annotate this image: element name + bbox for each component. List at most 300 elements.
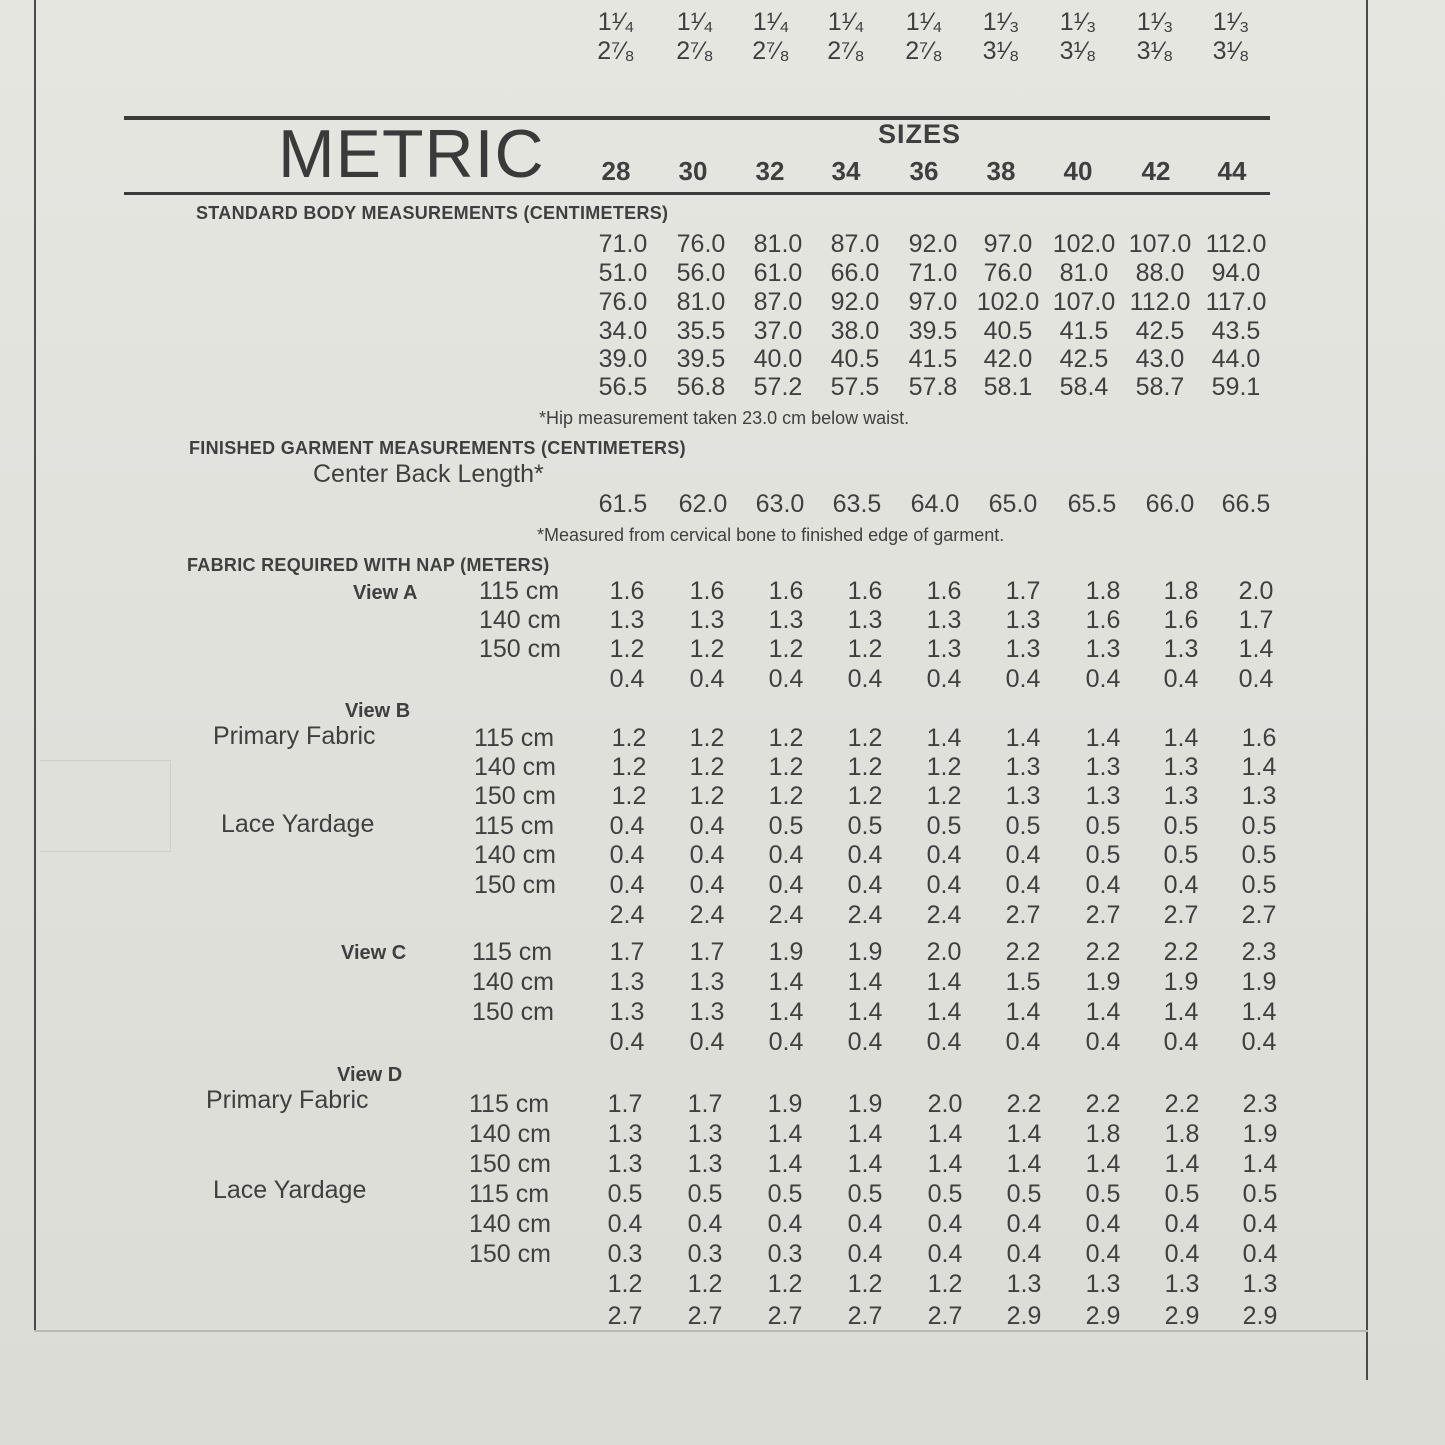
table-cell: 1.6 <box>609 577 645 605</box>
table-cell: 1.2 <box>847 782 883 810</box>
view-d-title: View D <box>337 1064 403 1086</box>
table-cell: 1.4 <box>1006 1120 1042 1148</box>
table-cell: 0.5 <box>1085 812 1121 840</box>
table-cell: 0.4 <box>847 1028 883 1056</box>
table-cell: 1.7 <box>1005 577 1041 605</box>
table-cell: 2.7 <box>1085 901 1121 929</box>
size-header: 40 <box>1063 156 1093 186</box>
table-cell: 0.4 <box>768 1028 804 1056</box>
table-cell: 2.7 <box>687 1302 723 1330</box>
table-cell: 42.5 <box>1059 345 1109 373</box>
table-cell: 1.4 <box>1164 1150 1200 1178</box>
table-cell: 0.4 <box>768 665 804 693</box>
frame-left-border <box>34 0 36 1330</box>
row-label: 140 cm <box>479 606 561 634</box>
table-cell: 0.4 <box>1163 871 1199 899</box>
table-cell: 76.0 <box>598 288 648 316</box>
table-cell: 1¹⁄₃ <box>1212 8 1250 36</box>
table-cell: 39.5 <box>676 345 726 373</box>
table-cell: 0.5 <box>1163 812 1199 840</box>
table-cell: 2⁷⁄₈ <box>752 37 790 65</box>
table-cell: 0.4 <box>1085 665 1121 693</box>
table-cell: 1.8 <box>1163 577 1199 605</box>
table-cell: 1.4 <box>1085 1150 1121 1178</box>
table-cell: 0.4 <box>1006 1240 1042 1268</box>
table-cell: 41.5 <box>1059 317 1109 345</box>
table-cell: 1.3 <box>1241 782 1277 810</box>
row-label: 150 cm <box>479 635 561 663</box>
table-cell: 1.6 <box>847 577 883 605</box>
table-cell: 2.3 <box>1241 938 1277 966</box>
table-cell: 0.4 <box>689 665 725 693</box>
table-cell: 71.0 <box>908 259 958 287</box>
table-cell: 1.3 <box>926 606 962 634</box>
table-cell: 2.7 <box>1005 901 1041 929</box>
table-cell: 97.0 <box>908 288 958 316</box>
lace-yardage-label: Lace Yardage <box>221 810 375 838</box>
table-cell: 0.5 <box>607 1180 643 1208</box>
table-cell: 1.7 <box>687 1090 723 1118</box>
frame-right-border <box>1366 0 1368 1380</box>
table-cell: 2.0 <box>927 1090 963 1118</box>
size-header: 30 <box>678 156 708 186</box>
table-cell: 1.2 <box>847 724 883 752</box>
table-cell: 0.5 <box>1241 812 1277 840</box>
table-cell: 1.3 <box>1085 782 1121 810</box>
table-cell: 1.3 <box>607 1150 643 1178</box>
table-cell: 92.0 <box>908 230 958 258</box>
table-cell: 1.6 <box>768 577 804 605</box>
table-cell: 1¹⁄₄ <box>597 8 635 36</box>
table-cell: 0.5 <box>1163 841 1199 869</box>
table-cell: 1.2 <box>926 782 962 810</box>
table-cell: 63.0 <box>755 490 805 518</box>
table-cell: 112.0 <box>1205 230 1267 258</box>
table-cell: 2.4 <box>689 901 725 929</box>
table-cell: 1.2 <box>689 753 725 781</box>
size-header: 36 <box>909 156 939 186</box>
table-cell: 87.0 <box>830 230 880 258</box>
table-cell: 40.0 <box>753 345 803 373</box>
row-label: 150 cm <box>469 1150 551 1178</box>
table-cell: 1.2 <box>689 782 725 810</box>
table-cell: 0.4 <box>768 871 804 899</box>
table-cell: 1.4 <box>1163 724 1199 752</box>
table-cell: 0.5 <box>687 1180 723 1208</box>
table-cell: 40.5 <box>983 317 1033 345</box>
table-cell: 1.8 <box>1085 1120 1121 1148</box>
table-cell: 57.8 <box>908 373 958 401</box>
table-cell: 0.5 <box>1241 871 1277 899</box>
table-cell: 0.5 <box>767 1180 803 1208</box>
table-cell: 2.4 <box>926 901 962 929</box>
table-cell: 1.3 <box>1242 1270 1278 1298</box>
table-cell: 58.4 <box>1059 373 1109 401</box>
table-cell: 1.3 <box>1085 1270 1121 1298</box>
table-cell: 2.7 <box>847 1302 883 1330</box>
table-cell: 1.3 <box>1005 753 1041 781</box>
table-cell: 40.5 <box>830 345 880 373</box>
table-cell: 0.4 <box>689 841 725 869</box>
section-heading-fabric: FABRIC REQUIRED WITH NAP (METERS) <box>187 555 550 575</box>
table-cell: 1.4 <box>1238 635 1274 663</box>
table-cell: 1.7 <box>1238 606 1274 634</box>
table-cell: 2.9 <box>1242 1302 1278 1330</box>
table-cell: 0.4 <box>1005 841 1041 869</box>
table-cell: 0.4 <box>847 665 883 693</box>
table-cell: 0.4 <box>926 665 962 693</box>
footnote-hip: *Hip measurement taken 23.0 cm below waist. <box>539 408 910 428</box>
table-cell: 0.4 <box>1005 871 1041 899</box>
row-label: 115 cm <box>474 812 555 840</box>
size-header: 32 <box>755 156 785 186</box>
size-header: 42 <box>1141 156 1171 186</box>
row-label: 115 cm <box>474 724 555 752</box>
table-cell: 63.5 <box>832 490 882 518</box>
table-cell: 1.4 <box>1085 998 1121 1026</box>
table-cell: 0.3 <box>687 1240 723 1268</box>
table-cell: 0.4 <box>1242 1240 1278 1268</box>
table-cell: 1.9 <box>847 1090 883 1118</box>
table-cell: 81.0 <box>1059 259 1109 287</box>
table-cell: 0.4 <box>847 841 883 869</box>
table-cell: 81.0 <box>753 230 803 258</box>
row-label: 140 cm <box>474 753 556 781</box>
table-cell: 0.4 <box>689 1028 725 1056</box>
size-header: 34 <box>831 156 861 186</box>
table-cell: 0.5 <box>1085 1180 1121 1208</box>
table-cell: 1.6 <box>1085 606 1121 634</box>
table-cell: 1.2 <box>768 782 804 810</box>
table-cell: 42.5 <box>1135 317 1185 345</box>
table-cell: 1.4 <box>768 968 804 996</box>
table-cell: 0.5 <box>1005 812 1041 840</box>
table-cell: 107.0 <box>1128 230 1192 258</box>
table-cell: 1.3 <box>1085 753 1121 781</box>
table-cell: 1.4 <box>847 998 883 1026</box>
table-cell: 3¹⁄₈ <box>982 37 1020 65</box>
table-cell: 0.4 <box>847 871 883 899</box>
table-cell: 1.7 <box>689 938 725 966</box>
table-cell: 1.2 <box>611 782 647 810</box>
table-cell: 1.4 <box>1006 1150 1042 1178</box>
table-cell: 1.6 <box>689 577 725 605</box>
table-cell: 1.4 <box>768 998 804 1026</box>
table-cell: 0.4 <box>609 812 645 840</box>
table-cell: 1.9 <box>1163 968 1199 996</box>
table-cell: 1.9 <box>1242 1120 1278 1148</box>
table-cell: 0.4 <box>927 1210 963 1238</box>
table-cell: 76.0 <box>676 230 726 258</box>
table-cell: 1.4 <box>1005 724 1041 752</box>
table-cell: 35.5 <box>676 317 726 345</box>
table-cell: 2.9 <box>1085 1302 1121 1330</box>
table-cell: 1.4 <box>1163 998 1199 1026</box>
table-cell: 51.0 <box>598 259 648 287</box>
center-back-length-label: Center Back Length* <box>313 460 544 488</box>
table-cell: 81.0 <box>676 288 726 316</box>
table-cell: 0.4 <box>1241 1028 1277 1056</box>
table-cell: 2.2 <box>1005 938 1041 966</box>
table-cell: 0.4 <box>1163 665 1199 693</box>
table-cell: 0.4 <box>926 871 962 899</box>
table-cell: 2.0 <box>1238 577 1274 605</box>
table-cell: 1.3 <box>689 998 725 1026</box>
table-cell: 88.0 <box>1135 259 1185 287</box>
table-cell: 87.0 <box>753 288 803 316</box>
table-cell: 58.7 <box>1135 373 1185 401</box>
table-cell: 0.4 <box>767 1210 803 1238</box>
table-cell: 1.4 <box>1241 753 1277 781</box>
table-cell: 1.4 <box>847 1120 883 1148</box>
table-cell: 0.4 <box>926 1028 962 1056</box>
table-cell: 112.0 <box>1129 288 1191 316</box>
table-cell: 44.0 <box>1211 345 1261 373</box>
header-bottom-rule <box>124 192 1270 195</box>
table-cell: 1.3 <box>1163 782 1199 810</box>
table-cell: 2.7 <box>927 1302 963 1330</box>
table-cell: 38.0 <box>830 317 880 345</box>
table-cell: 0.4 <box>847 1210 883 1238</box>
row-label: 115 cm <box>479 577 560 605</box>
row-label: 150 cm <box>474 782 556 810</box>
row-label: 115 cm <box>469 1180 550 1208</box>
table-cell: 1.9 <box>1085 968 1121 996</box>
table-cell: 1.4 <box>927 1150 963 1178</box>
table-cell: 0.4 <box>927 1240 963 1268</box>
table-cell: 2.4 <box>609 901 645 929</box>
table-cell: 2.2 <box>1163 938 1199 966</box>
table-cell: 1.7 <box>609 938 645 966</box>
table-cell: 1.2 <box>847 1270 883 1298</box>
table-cell: 0.4 <box>1164 1210 1200 1238</box>
size-header: 44 <box>1217 156 1247 186</box>
table-cell: 66.0 <box>830 259 880 287</box>
table-cell: 1¹⁄₄ <box>827 8 865 36</box>
table-cell: 2.7 <box>607 1302 643 1330</box>
table-cell: 1.4 <box>927 1120 963 1148</box>
table-cell: 0.4 <box>1005 665 1041 693</box>
table-cell: 0.5 <box>1085 841 1121 869</box>
table-cell: 1¹⁄₄ <box>905 8 943 36</box>
table-cell: 107.0 <box>1052 288 1116 316</box>
table-cell: 1.2 <box>927 1270 963 1298</box>
table-cell: 2.2 <box>1164 1090 1200 1118</box>
table-cell: 1.4 <box>1085 724 1121 752</box>
table-cell: 1.4 <box>926 968 962 996</box>
table-cell: 1.3 <box>609 606 645 634</box>
table-cell: 102.0 <box>976 288 1040 316</box>
table-cell: 1.8 <box>1164 1120 1200 1148</box>
table-cell: 34.0 <box>598 317 648 345</box>
row-label: 150 cm <box>469 1240 551 1268</box>
table-cell: 2⁷⁄₈ <box>905 37 943 65</box>
table-cell: 2.7 <box>1241 901 1277 929</box>
table-cell: 0.5 <box>926 812 962 840</box>
table-cell: 66.0 <box>1145 490 1195 518</box>
table-cell: 0.5 <box>768 812 804 840</box>
table-cell: 39.5 <box>908 317 958 345</box>
table-cell: 1.3 <box>1005 606 1041 634</box>
table-cell: 61.0 <box>753 259 803 287</box>
table-cell: 0.5 <box>927 1180 963 1208</box>
table-cell: 2.3 <box>1242 1090 1278 1118</box>
table-cell: 1.9 <box>1241 968 1277 996</box>
table-cell: 102.0 <box>1052 230 1116 258</box>
table-cell: 0.4 <box>609 841 645 869</box>
table-cell: 2.0 <box>926 938 962 966</box>
footnote-cervical: *Measured from cervical bone to finished edge of garment. <box>537 525 1005 545</box>
table-cell: 0.3 <box>767 1240 803 1268</box>
primary-fabric-label: Primary Fabric <box>213 722 376 750</box>
table-cell: 1.4 <box>767 1120 803 1148</box>
table-cell: 0.4 <box>687 1210 723 1238</box>
table-cell: 1.3 <box>1085 635 1121 663</box>
table-cell: 43.5 <box>1211 317 1261 345</box>
table-cell: 0.4 <box>1238 665 1274 693</box>
table-cell: 0.4 <box>926 841 962 869</box>
table-cell: 57.2 <box>753 373 803 401</box>
table-cell: 2.4 <box>847 901 883 929</box>
table-cell: 92.0 <box>830 288 880 316</box>
view-b-title: View B <box>345 700 411 722</box>
table-cell: 0.5 <box>847 812 883 840</box>
table-cell: 1.3 <box>1005 635 1041 663</box>
table-cell: 3¹⁄₈ <box>1212 37 1250 65</box>
table-cell: 1.6 <box>926 577 962 605</box>
faded-background-box <box>40 760 171 852</box>
table-cell: 65.5 <box>1067 490 1117 518</box>
table-cell: 1.3 <box>1163 635 1199 663</box>
table-cell: 2⁷⁄₈ <box>827 37 865 65</box>
table-cell: 0.4 <box>609 1028 645 1056</box>
table-cell: 1.3 <box>1164 1270 1200 1298</box>
table-cell: 1.2 <box>611 724 647 752</box>
table-cell: 1.5 <box>1005 968 1041 996</box>
table-cell: 43.0 <box>1135 345 1185 373</box>
row-label: 150 cm <box>474 871 556 899</box>
table-cell: 94.0 <box>1211 259 1261 287</box>
table-cell: 1¹⁄₄ <box>752 8 790 36</box>
table-cell: 2.4 <box>768 901 804 929</box>
table-cell: 1.3 <box>1005 782 1041 810</box>
row-label: 140 cm <box>472 968 554 996</box>
table-cell: 1.3 <box>768 606 804 634</box>
primary-fabric-label: Primary Fabric <box>206 1086 369 1114</box>
table-cell: 0.3 <box>607 1240 643 1268</box>
table-cell: 0.4 <box>609 871 645 899</box>
table-cell: 1¹⁄₃ <box>1059 8 1097 36</box>
table-cell: 58.1 <box>983 373 1033 401</box>
table-cell: 0.4 <box>1085 1240 1121 1268</box>
table-cell: 66.5 <box>1221 490 1271 518</box>
table-cell: 1¹⁄₃ <box>1136 8 1174 36</box>
table-cell: 117.0 <box>1205 288 1267 316</box>
table-cell: 1.9 <box>768 938 804 966</box>
table-cell: 0.4 <box>607 1210 643 1238</box>
table-cell: 1.3 <box>687 1150 723 1178</box>
table-cell: 2.9 <box>1164 1302 1200 1330</box>
table-cell: 0.4 <box>1242 1210 1278 1238</box>
table-cell: 0.4 <box>1085 871 1121 899</box>
row-label: 115 cm <box>472 938 553 966</box>
table-cell: 1.2 <box>689 635 725 663</box>
table-cell: 1.8 <box>1085 577 1121 605</box>
table-cell: 1.4 <box>767 1150 803 1178</box>
table-cell: 0.4 <box>768 841 804 869</box>
table-cell: 1.2 <box>847 753 883 781</box>
table-cell: 2⁷⁄₈ <box>676 37 714 65</box>
table-cell: 1.4 <box>926 998 962 1026</box>
table-cell: 0.4 <box>1006 1210 1042 1238</box>
table-cell: 1.2 <box>847 635 883 663</box>
table-cell: 2.9 <box>1006 1302 1042 1330</box>
table-cell: 1.4 <box>847 968 883 996</box>
sizes-label: SIZES <box>878 119 962 149</box>
row-label: 150 cm <box>472 998 554 1026</box>
table-cell: 56.5 <box>598 373 648 401</box>
table-cell: 65.0 <box>988 490 1038 518</box>
size-header: 38 <box>986 156 1016 186</box>
row-label: 115 cm <box>469 1090 550 1118</box>
table-cell: 1.3 <box>1163 753 1199 781</box>
table-cell: 62.0 <box>678 490 728 518</box>
table-cell: 1.2 <box>926 753 962 781</box>
table-cell: 1.2 <box>768 753 804 781</box>
table-cell: 0.4 <box>609 665 645 693</box>
row-label: 140 cm <box>469 1210 551 1238</box>
size-header: 28 <box>601 156 631 186</box>
view-c-title: View C <box>341 942 407 964</box>
table-cell: 56.8 <box>676 373 726 401</box>
table-cell: 59.1 <box>1211 373 1261 401</box>
table-cell: 1.3 <box>847 606 883 634</box>
table-cell: 3¹⁄₈ <box>1136 37 1174 65</box>
table-cell: 1¹⁄₄ <box>676 8 714 36</box>
table-cell: 1.7 <box>607 1090 643 1118</box>
table-cell: 1.3 <box>689 968 725 996</box>
table-cell: 2.2 <box>1006 1090 1042 1118</box>
table-cell: 1.2 <box>607 1270 643 1298</box>
table-cell: 42.0 <box>983 345 1033 373</box>
table-cell: 56.0 <box>676 259 726 287</box>
table-cell: 2.7 <box>767 1302 803 1330</box>
table-cell: 2.2 <box>1085 938 1121 966</box>
table-cell: 1.4 <box>1241 998 1277 1026</box>
table-cell: 41.5 <box>908 345 958 373</box>
table-cell: 1.3 <box>607 1120 643 1148</box>
table-cell: 1.9 <box>847 938 883 966</box>
section-heading-standard: STANDARD BODY MEASUREMENTS (CENTIMETERS) <box>196 203 669 223</box>
table-cell: 3¹⁄₈ <box>1059 37 1097 65</box>
table-cell: 1.3 <box>609 968 645 996</box>
table-cell: 39.0 <box>598 345 648 373</box>
table-cell: 1.4 <box>847 1150 883 1178</box>
table-cell: 1.3 <box>687 1120 723 1148</box>
table-cell: 1.3 <box>926 635 962 663</box>
table-cell: 1.3 <box>609 998 645 1026</box>
table-cell: 1.4 <box>1242 1150 1278 1178</box>
table-cell: 1.6 <box>1163 606 1199 634</box>
row-label: 140 cm <box>474 841 556 869</box>
table-cell: 1.4 <box>1005 998 1041 1026</box>
table-cell: 2.2 <box>1085 1090 1121 1118</box>
table-cell: 1.2 <box>687 1270 723 1298</box>
table-cell: 0.4 <box>1005 1028 1041 1056</box>
table-cell: 0.5 <box>1164 1180 1200 1208</box>
lace-yardage-label: Lace Yardage <box>213 1176 367 1204</box>
table-cell: 61.5 <box>598 490 648 518</box>
